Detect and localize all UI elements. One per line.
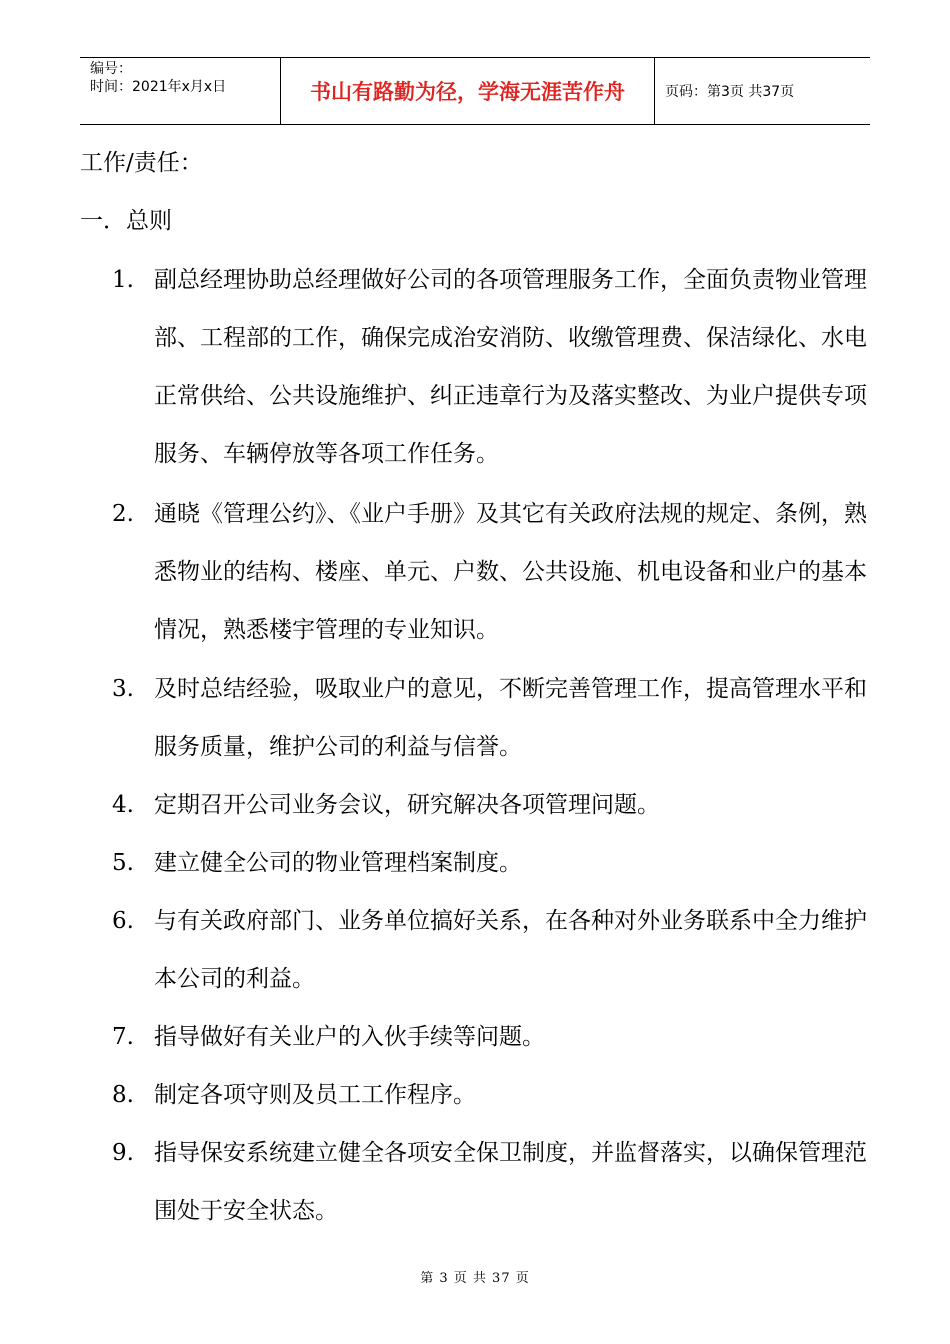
list-item-number: 7. xyxy=(112,1024,134,1050)
list-item-text: 通晓《管理公约》、《业户手册》及其它有关政府法规的规定、条例，熟悉物业的结构、楼座、单元、户数、公共设施、机电设备和业户的基本情况，熟悉楼宇管理的专业知识。 xyxy=(154,501,867,643)
header-page-number: 页码：第3页 共37页 xyxy=(665,84,795,100)
list-item xyxy=(112,892,872,1008)
list-item-number: 1. xyxy=(112,267,134,293)
page-footer: 第 3 页 共 37 页 xyxy=(420,1271,530,1286)
list-item-number: 4. xyxy=(112,792,134,818)
header-motto: 书山有路勤为径，学海无涯苦作舟 xyxy=(281,58,655,124)
list-item-text: 定期召开公司业务会议，研究解决各项管理问题。 xyxy=(154,792,660,818)
list-item-text: 指导做好有关业户的入伙手续等问题。 xyxy=(154,1024,545,1050)
list-item-text: 及时总结经验，吸取业户的意见，不断完善管理工作，提高管理水平和服务质量，维护公司的利益与信誉。 xyxy=(154,676,867,760)
list-item xyxy=(112,1008,872,1066)
list-item xyxy=(112,485,872,659)
list-item xyxy=(112,1124,872,1240)
work-responsibility-label: 工作/责任： xyxy=(80,150,203,176)
list-item xyxy=(112,660,872,776)
list-item-number: 8. xyxy=(112,1082,134,1108)
list-item-number: 3. xyxy=(112,676,134,702)
list-item-text: 指导保安系统建立健全各项安全保卫制度，并监督落实，以确保管理范围处于安全状态。 xyxy=(154,1140,867,1224)
list-item-number: 6. xyxy=(112,908,134,934)
list-item-text: 与有关政府部门、业务单位搞好关系，在各种对外业务联系中全力维护本公司的利益。 xyxy=(154,908,867,992)
list-item xyxy=(112,251,872,483)
document-time-label: 时间：2021年x月x日 xyxy=(90,79,227,95)
list-item-number: 9. xyxy=(112,1140,134,1166)
list-item xyxy=(112,776,872,834)
header-meta-cell xyxy=(80,58,281,124)
section-title: 一．总则 xyxy=(80,208,172,234)
document-number-label: 编号： xyxy=(90,61,132,77)
list-item-text: 建立健全公司的物业管理档案制度。 xyxy=(154,850,522,876)
list-item-text: 副总经理协助总经理做好公司的各项管理服务工作，全面负责物业管理部、工程部的工作，确保完成治安消防、收缴管理费、保洁绿化、水电正常供给、公共设施维护、纠正违章行为及落实整改、为业户提供专项服务、车辆停放等各项工作任务。 xyxy=(154,267,867,467)
document-header xyxy=(80,57,870,125)
list-item-number: 2. xyxy=(112,501,134,527)
list-item xyxy=(112,1066,872,1124)
list-item-number: 5. xyxy=(112,850,134,876)
list-item xyxy=(112,834,872,892)
list-item-text: 制定各项守则及员工工作程序。 xyxy=(154,1082,476,1108)
